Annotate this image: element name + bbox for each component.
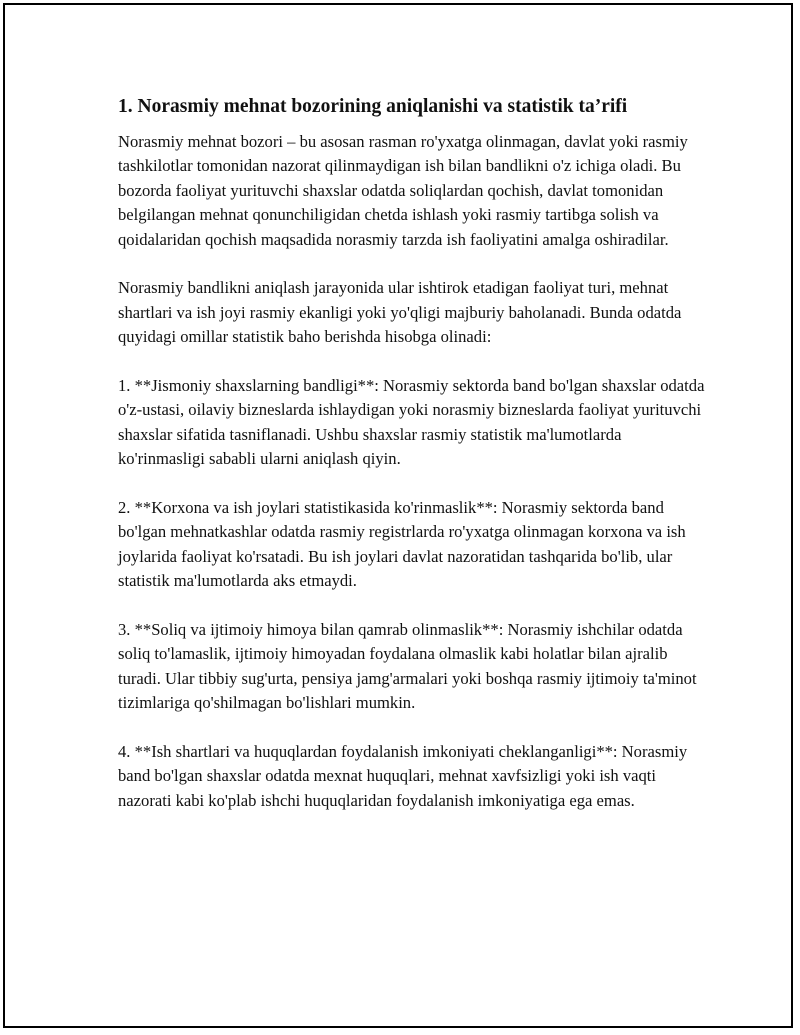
document-body xyxy=(118,92,708,813)
list-item-3: 3. **Soliq va ijtimoiy himoya bilan qamrab olinmaslik**: Norasmiy ishchilar odatda soliq to'lamaslik, ijtimoiy himoyadan foydalana olmaslik kabi holatlar bilan ajralib turadi. Ular tibbiy sug'urta, pensiya jamg'armalari yoki boshqa rasmiy ijtimoiy ta'minot tizimlariga qo'shilmagan bo'lishlari mumkin. xyxy=(118,620,697,713)
list-item-2: 2. **Korxona va ish joylari statistikasida ko'rinmaslik**: Norasmiy sektorda band bo'lgan mehnatkashlar odatda rasmiy registrlarda ro'yxatga olinmagan korxona va ish joylarida faoliyat ko'rsatadi. Bu ish joylari davlat nazoratidan tashqarida bo'lib, ular statistik ma'lumotlarda aks etmaydi. xyxy=(118,498,686,591)
list-item-4: 4. **Ish shartlari va huquqlardan foydalanish imkoniyati cheklanganligi**: Norasmiy band bo'lgan shaxslar odatda mexnat huquqlari, mehnat xavfsizligi yoki ish vaqti nazorati kabi ko'plab ishchi huquqlaridan foydalanish imkoniyatiga ega emas. xyxy=(118,742,688,810)
paragraph-intro: Norasmiy mehnat bozori – bu asosan rasman ro'yxatga olinmagan, davlat yoki rasmiy tashkilotlar tomonidan nazorat qilinmaydigan ish bilan bandlikni o'z ichiga oladi. Bu bozorda faoliyat yurituvchi shaxslar odatda soliqlardan qochish, davlat tomonidan belgilangan mehnat qonunchiligidan chetda ishlash yoki rasmiy tartibga solish va qoidalaridan qochish maqsadida norasmiy tarzda ish faoliyatini amalga oshiradilar. xyxy=(118,132,688,249)
paragraph-assessment: Norasmiy bandlikni aniqlash jarayonida ular ishtirok etadigan faoliyat turi, mehnat shartlari va ish joyi rasmiy ekanligi yoki yo'qligi majburiy baholanadi. Bunda odatda quyidagi omillar statistik baho berishda hisobga olinadi: xyxy=(118,278,682,347)
section-heading: 1. Norasmiy mehnat bozorining aniqlanishi va statistik ta’rifi xyxy=(118,96,628,117)
list-item-1: 1. **Jismoniy shaxslarning bandligi**: Norasmiy sektorda band bo'lgan shaxslar odatda o'z-ustasi, oilaviy bizneslarda ishlaydigan yoki norasmiy bizneslarda faoliyat yurituvchi shaxslar sifatida tasniflanadi. Ushbu shaxslar rasmiy statistik ma'lumotlarda ko'rinmasligi sababli ularni aniqlash qiyin. xyxy=(118,376,705,469)
